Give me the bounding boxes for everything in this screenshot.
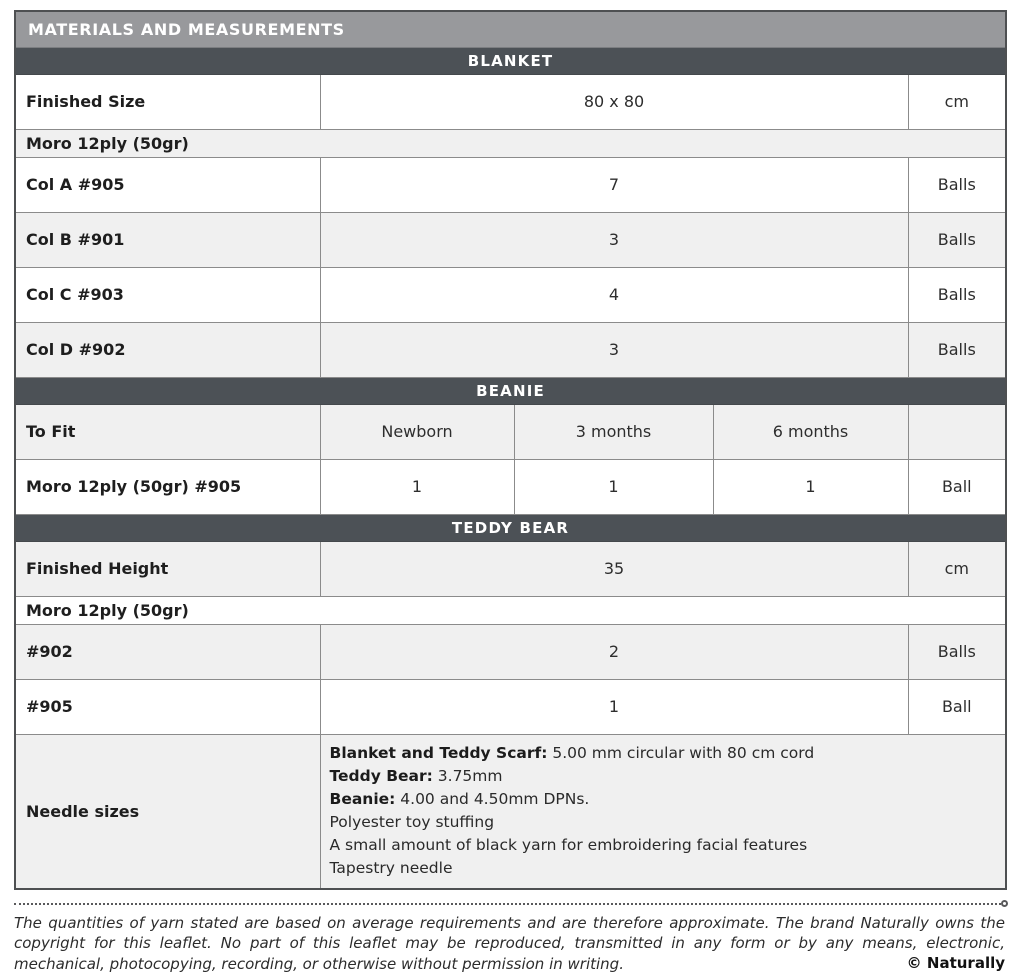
yarn-name: Moro 12ply (50gr) — [15, 596, 1006, 624]
row-unit: Ball — [908, 459, 1006, 514]
table-row — [15, 74, 1006, 129]
table-row — [15, 267, 1006, 322]
row-value: 1 — [320, 679, 908, 734]
row-label: Moro 12ply (50gr) #905 — [15, 459, 320, 514]
row-label: To Fit — [15, 404, 320, 459]
table-row-to-fit — [15, 404, 1006, 459]
copyright-notice: © Naturally — [907, 953, 1005, 974]
row-label: #902 — [15, 624, 320, 679]
needle-line: Tapestry needle — [330, 857, 996, 880]
row-value: 7 — [320, 157, 908, 212]
section-header-beanie — [15, 377, 1006, 404]
footer — [14, 905, 1005, 974]
materials-table — [14, 10, 1007, 890]
disclaimer-text: The quantities of yarn stated are based on average requirements and are therefore approximate. The brand Naturally owns the copyright for this leaflet. No part of this leaflet may be reproduced, transmitted in any form or by any means, electronic, mechanical, photocopying, recording, or otherwise without permission in writing. — [14, 913, 1005, 974]
row-label: Needle sizes — [15, 734, 320, 889]
row-unit: Balls — [908, 212, 1006, 267]
section-title-beanie: BEANIE — [15, 377, 1006, 404]
row-value: 35 — [320, 541, 908, 596]
row-label: #905 — [15, 679, 320, 734]
row-unit — [908, 404, 1006, 459]
row-unit: Balls — [908, 157, 1006, 212]
row-label: Col D #902 — [15, 322, 320, 377]
page-title: MATERIALS AND MEASUREMENTS — [15, 11, 1006, 47]
size-col-6months: 6 months — [713, 404, 908, 459]
needle-line: Teddy Bear: 3.75mm — [330, 765, 996, 788]
table-row — [15, 322, 1006, 377]
row-value: 80 x 80 — [320, 74, 908, 129]
yarn-name: Moro 12ply (50gr) — [15, 129, 1006, 157]
row-label: Col B #901 — [15, 212, 320, 267]
row-label: Col C #903 — [15, 267, 320, 322]
row-unit: cm — [908, 541, 1006, 596]
row-unit: cm — [908, 74, 1006, 129]
table-row — [15, 679, 1006, 734]
section-title-teddy-bear: TEDDY BEAR — [15, 514, 1006, 541]
row-value: 1 — [713, 459, 908, 514]
table-row — [15, 541, 1006, 596]
yarn-subheader-blanket — [15, 129, 1006, 157]
section-header-blanket — [15, 47, 1006, 74]
table-title-row — [15, 11, 1006, 47]
row-value: 3 — [320, 212, 908, 267]
size-col-3months: 3 months — [514, 404, 713, 459]
row-value: 4 — [320, 267, 908, 322]
section-header-teddy-bear — [15, 514, 1006, 541]
row-value: 1 — [320, 459, 514, 514]
row-unit: Ball — [908, 679, 1006, 734]
needle-line: Polyester toy stuffing — [330, 811, 996, 834]
size-col-newborn: Newborn — [320, 404, 514, 459]
row-unit: Balls — [908, 322, 1006, 377]
needle-line: Beanie: 4.00 and 4.50mm DPNs. — [330, 788, 996, 811]
row-value: 2 — [320, 624, 908, 679]
needle-sizes-details — [320, 734, 1006, 889]
row-label: Finished Height — [15, 541, 320, 596]
section-title-blanket: BLANKET — [15, 47, 1006, 74]
row-value: 3 — [320, 322, 908, 377]
row-label: Finished Size — [15, 74, 320, 129]
table-row-needle-sizes — [15, 734, 1006, 889]
needle-line: Blanket and Teddy Scarf: 5.00 mm circular with 80 cm cord — [330, 742, 996, 765]
row-value: 1 — [514, 459, 713, 514]
table-row — [15, 157, 1006, 212]
table-row-beanie-yarn — [15, 459, 1006, 514]
row-unit: Balls — [908, 624, 1006, 679]
yarn-subheader-teddy — [15, 596, 1006, 624]
needle-line: A small amount of black yarn for embroidering facial features — [330, 834, 996, 857]
table-row — [15, 624, 1006, 679]
table-row — [15, 212, 1006, 267]
row-unit: Balls — [908, 267, 1006, 322]
row-label: Col A #905 — [15, 157, 320, 212]
